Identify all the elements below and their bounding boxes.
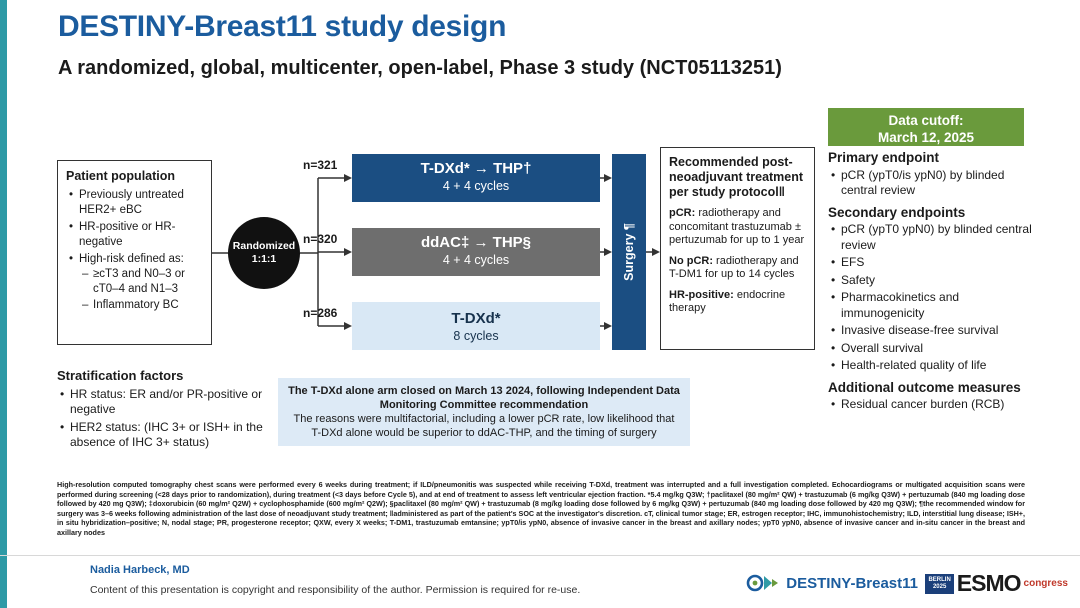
post-neoadjuvant-item-text: radiotherapy and concomitant trastuzumab ± pertuzumab for up to 1 year xyxy=(669,207,805,246)
list-item xyxy=(79,252,203,313)
treatment-arm-1-detail: 4 + 4 cycles xyxy=(442,179,510,193)
author-name: Nadia Harbeck, MD xyxy=(90,564,190,576)
post-neoadjuvant-item xyxy=(669,255,807,282)
primary-endpoint-header: Primary endpoint xyxy=(828,150,940,165)
additional-measures-header: Additional outcome measures xyxy=(828,379,1021,395)
treatment-arm-2-detail: 4 + 4 cycles xyxy=(442,253,510,267)
secondary-endpoints-header: Secondary endpoints xyxy=(828,204,966,220)
list-item: – Inflammatory BC xyxy=(93,298,203,313)
copyright-text: Content of this presentation is copyright and responsibility of the author. Permission is required for re-use. xyxy=(90,584,581,596)
patient-population-sublist xyxy=(79,267,203,313)
randomization-line2: 1:1:1 xyxy=(251,253,277,265)
treatment-arm-3-detail: 8 cycles xyxy=(453,329,499,343)
treatment-arm-1-title: T-DXd* → THP† xyxy=(420,160,532,177)
list-item: – ≥cT3 and N0–3 or cT0–4 and N1–3 xyxy=(93,267,203,297)
stratification-list xyxy=(57,387,272,451)
surgery-label: Surgery ¶ xyxy=(622,223,636,281)
randomization-node xyxy=(228,217,300,289)
arm-1-n-label: n=321 xyxy=(303,158,338,172)
arm-2-n-label: n=320 xyxy=(303,232,338,246)
list-item: • Safety xyxy=(841,273,1040,289)
treatment-arm-2 xyxy=(352,228,600,276)
list-item: • HR-positive or HR-negative xyxy=(79,220,203,250)
treatment-arm-3 xyxy=(352,302,600,350)
list-item: • HR status: ER and/or PR-positive or negative xyxy=(70,387,272,418)
treatment-arm-3-title: T-DXd* xyxy=(451,310,501,327)
destiny-breast-mark-icon xyxy=(746,570,780,596)
list-item: • Previously untreated HER2+ eBC xyxy=(79,188,203,218)
arm-3-n-label: n=286 xyxy=(303,306,338,320)
surgery-bar xyxy=(612,154,646,350)
esmo-sub: congress xyxy=(1023,578,1068,589)
post-neoadjuvant-item xyxy=(669,289,807,316)
additional-measures-list xyxy=(828,397,1040,413)
list-item: • Residual cancer burden (RCB) xyxy=(841,397,1040,413)
data-cutoff-line1: Data cutoff: xyxy=(888,113,964,128)
arm-closure-note xyxy=(278,378,690,446)
post-neoadjuvant-box xyxy=(660,147,815,350)
post-neoadjuvant-header: Recommended post-neoadjuvant treatment per study protocol‖ xyxy=(669,155,804,199)
list-item: • pCR (ypT0 ypN0) by blinded central review xyxy=(841,222,1040,253)
post-neoadjuvant-item-label: HR-positive: xyxy=(669,288,734,301)
esmo-congress-logo xyxy=(925,570,1068,597)
page-subtitle: A randomized, global, multicenter, open-label, Phase 3 study (NCT05113251) xyxy=(58,57,782,79)
list-item: • HER2 status: (IHC 3+ or ISH+ in the absence of IHC 3+ status) xyxy=(70,420,272,451)
footnotes: High-resolution computed tomography chest scans were performed every 6 weeks during treatment; if ILD/pneumonitis was suspected while receiving T-DXd, treatment was interrupted and a full investigation completed. Echocardiograms or multigated acquisition scans were performed during screening (<28 days prior to randomization), during treatment (<3 days before Cycle 5), and at end of treatment to assess left ventricular ejection fraction. *5.4 mg/kg Q3W; †paclitaxel (80 mg/m² QW) + trastuzumab (6 mg/kg Q3W) + pertuzumab (840 mg loading dose followed by 420 mg Q3W); ‡doxorubicin (60 mg/m² Q2W) + cyclophosphamide (600 mg/m² Q2W); §paclitaxel (80 mg/m² QW) + trastuzumab (8 mg/kg loading dose followed by 6 mg/kg Q3W) + pertuzumab (840 mg loading dose followed by 420 mg Q3W); ¶the recommended window for surgery was 3–6 weeks following administration of the last dose of neoadjuvant study treatment; ‖administered as part of the patient's SOC at the investigator's discretion. cT, clinical tumor stage; ER, estrogen receptor; IHC, immunohistochemistry; ILD, interstitial lung disease; ISH+, in situ hybridization–positive; N, nodal stage; PR, progesterone receptor; QXW, every X weeks; T-DM1, trastuzumab emtansine; ypT0/is ypN0, absence of invasive cancer in the breast and axillary nodes; ypT0 ypN0, absence of invasive cancer and in-situ cancer in the breast and axillary nodes xyxy=(57,480,1025,537)
stratification-header: Stratification factors xyxy=(57,368,184,383)
left-accent-bar xyxy=(0,0,7,608)
arm-closure-note-bold: The T-DXd alone arm closed on March 13 2024, following Independent Data Monitoring Committee recommendation xyxy=(288,385,680,411)
patient-population-list xyxy=(66,188,203,313)
stratification-panel xyxy=(57,368,272,453)
post-neoadjuvant-item-text: endocrine therapy xyxy=(669,288,786,314)
treatment-arm-2-title: ddAC‡ → THP§ xyxy=(420,234,531,251)
destiny-breast-logo-text: DESTINY-Breast11 xyxy=(786,574,918,592)
patient-population-header: Patient population xyxy=(66,169,176,183)
data-cutoff-line2: March 12, 2025 xyxy=(877,130,975,145)
post-neoadjuvant-item-label: No pCR: xyxy=(669,254,713,267)
treatment-arm-1 xyxy=(352,154,600,202)
primary-endpoint-list xyxy=(828,168,1040,199)
post-neoadjuvant-item xyxy=(669,207,807,248)
randomization-line1: Randomized xyxy=(232,240,296,252)
esmo-city: BERLIN xyxy=(928,576,951,583)
esmo-year: 2025 xyxy=(932,583,947,590)
esmo-city-badge xyxy=(925,574,953,594)
list-item: • EFS xyxy=(841,255,1040,271)
page-title: DESTINY-Breast11 study design xyxy=(58,10,507,43)
post-neoadjuvant-item-label: pCR: xyxy=(669,207,696,219)
endpoints-panel xyxy=(828,150,1040,415)
patient-population-box xyxy=(57,160,212,345)
arm-closure-note-text: The reasons were multifactorial, including a lower pCR rate, low likelihood that T-DXd alone would be superior to ddAC-THP, and the timing of surgery xyxy=(293,413,675,439)
footer-divider xyxy=(0,555,1080,556)
list-item: • Invasive disease-free survival xyxy=(841,323,1040,339)
list-item: • Health-related quality of life xyxy=(841,358,1040,374)
list-item: • pCR (ypT0/is ypN0) by blinded central review xyxy=(841,168,1040,199)
post-neoadjuvant-item-text: radiotherapy and T-DM1 for up to 14 cycles xyxy=(669,254,799,280)
data-cutoff-badge xyxy=(828,108,1024,146)
destiny-breast-logo xyxy=(746,570,918,596)
secondary-endpoints-list xyxy=(828,222,1040,374)
list-item: • Pharmacokinetics and immunogenicity xyxy=(841,290,1040,321)
list-item: • Overall survival xyxy=(841,341,1040,357)
esmo-name: ESMO xyxy=(956,570,1021,596)
list-item-label: High-risk defined as: xyxy=(79,253,184,265)
